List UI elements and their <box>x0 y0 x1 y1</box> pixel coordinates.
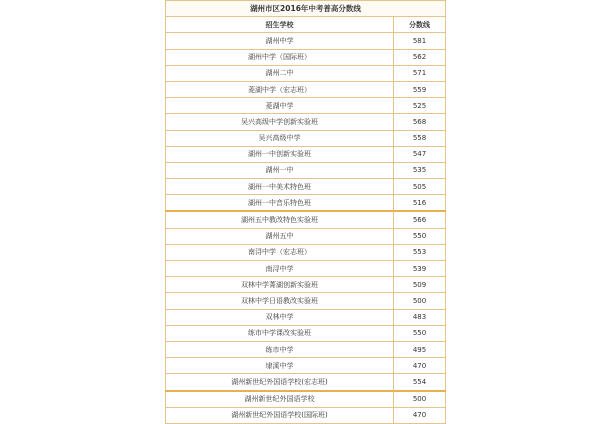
score-cell: 495 <box>394 341 446 357</box>
score-cell: 554 <box>394 374 446 391</box>
table-row <box>166 81 446 97</box>
school-name-cell: 湖州新世纪外国语学校(宏志班) <box>166 374 394 391</box>
school-name-cell: 湖州一中美术特色班 <box>166 179 394 195</box>
school-name-cell: 南浔中学 <box>166 261 394 277</box>
school-name-cell: 吴兴高级中学创新实验班 <box>166 114 394 130</box>
score-cell: 571 <box>394 65 446 81</box>
school-name-cell: 湖州一中创新实验班 <box>166 146 394 162</box>
school-name-cell: 吴兴高级中学 <box>166 130 394 146</box>
table-row <box>166 407 446 423</box>
school-name-cell: 湖州一中 <box>166 162 394 178</box>
score-cell: 500 <box>394 293 446 309</box>
table-row <box>166 309 446 325</box>
table-body <box>166 33 446 424</box>
table-row <box>166 33 446 49</box>
score-cell: 547 <box>394 146 446 162</box>
score-cell: 568 <box>394 114 446 130</box>
score-cell: 581 <box>394 33 446 49</box>
score-cell: 539 <box>394 261 446 277</box>
score-cell: 470 <box>394 358 446 374</box>
table-title: 湖州市区2016年中考普高分数线 <box>166 1 446 17</box>
column-header-score: 分数线 <box>394 17 446 33</box>
school-name-cell: 湖州五中教改特色实验班 <box>166 211 394 228</box>
school-name-cell: 湖州二中 <box>166 65 394 81</box>
table-row <box>166 244 446 260</box>
score-cell: 553 <box>394 244 446 260</box>
school-name-cell: 练市中学课改实验班 <box>166 325 394 341</box>
table-row <box>166 293 446 309</box>
school-name-cell: 埭溪中学 <box>166 358 394 374</box>
school-name-cell: 湖州中学 <box>166 33 394 49</box>
school-name-cell: 湖州五中 <box>166 228 394 244</box>
table-title-row <box>166 1 446 17</box>
table-row <box>166 228 446 244</box>
score-cell: 558 <box>394 130 446 146</box>
table-row <box>166 98 446 114</box>
table-row <box>166 261 446 277</box>
score-cell: 566 <box>394 211 446 228</box>
score-cell: 509 <box>394 277 446 293</box>
score-cell: 562 <box>394 49 446 65</box>
score-cell: 525 <box>394 98 446 114</box>
table-row <box>166 277 446 293</box>
score-cell: 550 <box>394 325 446 341</box>
table-row <box>166 341 446 357</box>
school-name-cell: 湖州新世纪外国语学校 <box>166 391 394 408</box>
school-name-cell: 双林中学 <box>166 309 394 325</box>
table-row <box>166 114 446 130</box>
table-row <box>166 211 446 228</box>
table-header-row <box>166 17 446 33</box>
score-cell: 535 <box>394 162 446 178</box>
school-name-cell: 菱湖中学 <box>166 98 394 114</box>
score-cell: 500 <box>394 391 446 408</box>
score-cell: 470 <box>394 407 446 423</box>
school-name-cell: 湖州中学（国际班） <box>166 49 394 65</box>
school-name-cell: 湖州新世纪外国语学校(国际班) <box>166 407 394 423</box>
score-table <box>165 0 446 424</box>
table-row <box>166 195 446 212</box>
score-cell: 505 <box>394 179 446 195</box>
table-row <box>166 130 446 146</box>
table-row <box>166 374 446 391</box>
table-row <box>166 146 446 162</box>
table-row <box>166 49 446 65</box>
table-row <box>166 179 446 195</box>
table-row <box>166 65 446 81</box>
score-cell: 516 <box>394 195 446 212</box>
table-row <box>166 391 446 408</box>
school-name-cell: 南浔中学（宏志班） <box>166 244 394 260</box>
score-cell: 559 <box>394 81 446 97</box>
column-header-school: 招生学校 <box>166 17 394 33</box>
table-row <box>166 162 446 178</box>
school-name-cell: 练市中学 <box>166 341 394 357</box>
score-table-container <box>165 0 445 424</box>
school-name-cell: 双林中学菁湖创新实验班 <box>166 277 394 293</box>
score-cell: 550 <box>394 228 446 244</box>
table-row <box>166 358 446 374</box>
score-cell: 483 <box>394 309 446 325</box>
school-name-cell: 双林中学日语教改实验班 <box>166 293 394 309</box>
school-name-cell: 湖州一中音乐特色班 <box>166 195 394 212</box>
school-name-cell: 菱湖中学（宏志班） <box>166 81 394 97</box>
table-row <box>166 325 446 341</box>
